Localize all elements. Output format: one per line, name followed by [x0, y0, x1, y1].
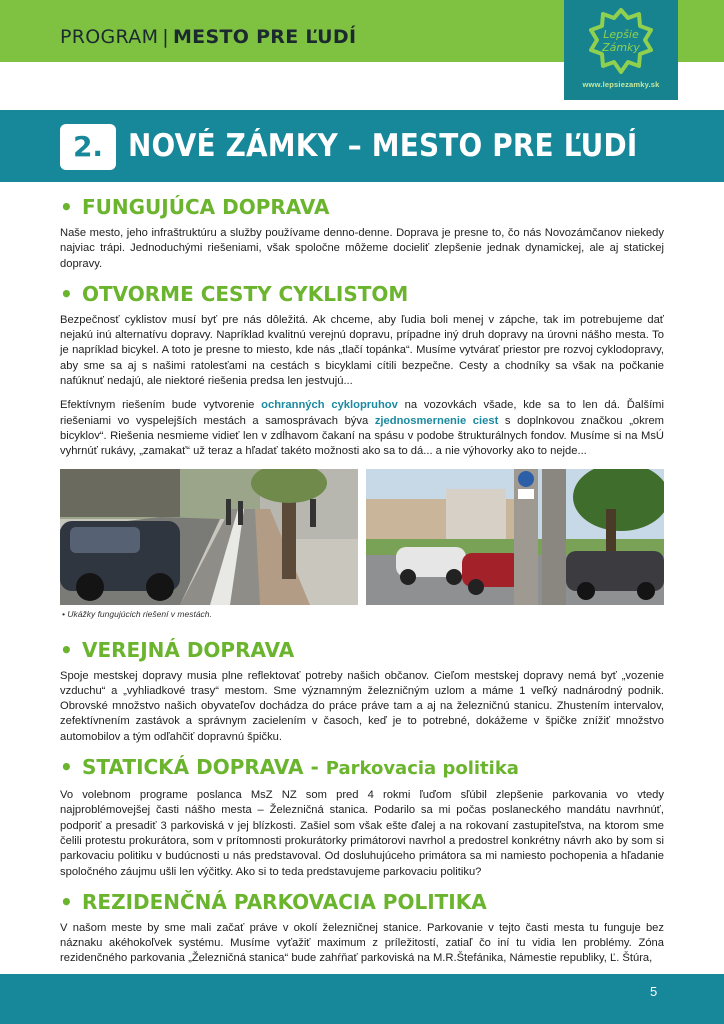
heading-verejna-doprava: • VEREJNÁ DOPRAVA — [60, 637, 295, 662]
chapter-title: NOVÉ ZÁMKY – MESTO PRE ĽUDÍ — [128, 128, 638, 164]
paragraph: Spoje mestskej dopravy musia plne reflektovať potreby našich občanov. Cieľom mestskej dopravy nemá byť „vozenie vzduchu“ a „vyhliadkové trasy“ mestom. Sme významným železničným uzlom a máme 1 veľký nadnárodný podnik. Obrovské množstvo našich obyvateľov dochádza do práce práve tam a aj na železničnú stanicu. Zhustením intervalov, zefektívnením zastávok a správnym zacielením v časoch, keď je to potrebné, dokážeme v špičke znížiť množstvo automobilov a tým odľahčiť dopravnú špičku. — [60, 669, 664, 743]
page-number: 5 — [650, 984, 658, 999]
heading-staticka-doprava: • STATICKÁ DOPRAVA - Parkovacia politika — [60, 755, 519, 780]
logo-text-line1: Lepšie — [603, 28, 639, 41]
heading-rezidencna-parkovacia: • REZIDENČNÁ PARKOVACIA POLITIKA — [60, 889, 487, 914]
program-name: MESTO PRE ĽUDÍ — [172, 26, 357, 48]
heading-bullet: • — [60, 195, 73, 219]
photo-bike-lane — [60, 469, 358, 605]
highlight-zjednosmernenie: zjednosmernenie ciest — [374, 414, 499, 427]
paragraph: Naše mesto, jeho infraštruktúru a služby používame denno-denne. Doprava je presne to, čo nás Novozámčanov niekedy najviac trápi. Jednoduchými riešeniami, však spoločne môžeme docieliť zlepšenie jednak dynamickej, ale aj statickej dopravy. — [60, 227, 664, 270]
gear-logo-icon — [584, 6, 658, 78]
program-header — [60, 26, 356, 48]
heading-bullet: • — [60, 281, 73, 306]
logo-url[interactable]: www.lepsiezamky.sk — [582, 80, 660, 89]
paragraph: V našom meste by sme mali začať práve v okolí železničnej stanice. Parkovanie v tejto časti mesta tu funguje bez náznaku akéhokoľvek systému. Musíme vyťažiť maximum z príležitostí, zatiaľ čo iní tu vidia len problémy. Zóna rezidenčného parkovania „Železničná stanica“ bude zahŕňať parkoviská na M.R.Štefánika, Námestie republiky, Ľ. Štúra, — [60, 921, 664, 965]
paragraph: Efektívnym riešením bude vytvorenie ochranných cyklopruhov na vozovkách všade, kde sa to len dá. Ďalšími riešeniami vo vyspelejších mestách a samosprávach býva zjednosmernenie ciest s doplnkovou značkou „okrem bicyklov“. Riešenia nesmieme vidieť len v zdĺhavom čakaní na spásu v podobe štrukturálnych fondov. Musíme si na MsÚ vyhrnúť rukávy, „zamakať“ už teraz a hľadať takéto možnosti ako sa to dá... a nie výhovorky ako to nejde... — [60, 399, 665, 458]
heading-bullet: • — [60, 889, 73, 914]
main-content — [60, 194, 664, 976]
header-separator: | — [162, 26, 169, 48]
heading-bullet: • — [60, 637, 73, 662]
heading-bullet: • — [60, 755, 73, 780]
paragraph: Vo volebnom programe poslanca MsZ NZ som pred 4 rokmi ľuďom sľúbil zlepšenie parkovania vo vtedy najproblémovejšej časti nášho mesta – Železničná stanica. Podarilo sa mi počas poslaneckého mandátu navrhnúť, podporiť a presadiť 3 parkoviská v jej blízkosti. Zašiel som však ešte ďalej a na rokovaní zastupiteľstva, na ktorom sme čelili protestu prokurátora, som v prítomnosti prokurátorky primátorovi navrhol a predostrel konkrétny návrh ako by som si parkovaciu politiku v budúcnosti u nás predstavoval. Od dosluhujúceho primátora sa mi namiesto pochopenia a hľadanie spoločného záujmu ušli len výčitky. Ako si to teda predstavujeme parkovaciu politiku? — [60, 789, 664, 878]
chapter-number: 2. — [60, 124, 116, 170]
photo-caption: • Ukážky fungujúcich riešení v mestách. — [62, 608, 212, 619]
logo-text-line2: Zámky — [602, 41, 640, 54]
photo-row — [60, 469, 664, 609]
heading-otvorme-cesty: • OTVORME CESTY CYKLISTOM — [60, 281, 409, 306]
photo-one-way-street — [366, 469, 664, 605]
footer-band — [0, 974, 724, 1024]
program-label: PROGRAM — [60, 26, 159, 48]
highlight-cyklopruhy: ochranných cyklopruhov — [261, 399, 398, 412]
logo-block[interactable] — [564, 0, 678, 100]
paragraph: Bezpečnosť cyklistov musí byť pre nás dôležitá. Ak chceme, aby ľudia boli menej v zápche, tak im potrebujeme dať nejakú inú alternatívu dopravy. Napríklad kvalitnú verejnú dopravu, prípadne iný druh dopravy na úrovni nášho mesta. To je napríklad bicykel. A toto je presne to miesto, kde nás „tlačí topánka“. Musíme vytvárať priestor pre rozvoj cyklodopravy, aby sme sa aj s našimi ratolesťami na cestách s bicyklami cítili bezpečne. Cesty a chodníky sa však na počkanie nafúknuť nedajú, ale niektoré riešenia predsa len jestvujú... — [60, 313, 664, 388]
heading-fungujuca-doprava: • FUNGUJÚCA DOPRAVA — [60, 195, 330, 219]
